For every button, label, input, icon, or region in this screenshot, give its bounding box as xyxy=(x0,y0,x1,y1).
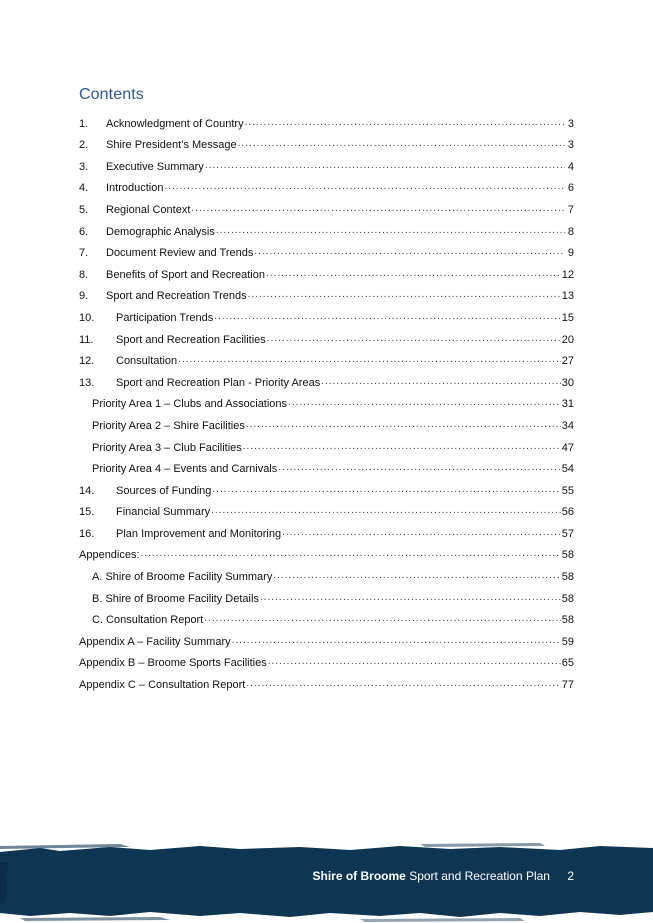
toc-entry-title: Participation Trends xyxy=(116,311,214,324)
toc-dot-leader xyxy=(205,159,565,173)
toc-entry-page-number: 57 xyxy=(561,527,574,540)
toc-entry-number: 10. xyxy=(79,311,95,324)
toc-dot-leader xyxy=(254,245,565,259)
toc-entry-number: 11. xyxy=(79,333,94,346)
toc-entry[interactable] xyxy=(79,670,574,692)
toc-entry[interactable] xyxy=(79,260,574,282)
toc-entry-page-number: 59 xyxy=(561,635,574,648)
toc-dot-leader xyxy=(164,180,565,194)
toc-entry[interactable] xyxy=(79,627,574,649)
toc-entry[interactable] xyxy=(79,368,574,390)
toc-entry-title: Executive Summary xyxy=(106,160,204,173)
toc-entry-page-number: 6 xyxy=(567,182,574,195)
toc-entry-title: Priority Area 2 – Shire Facilities xyxy=(92,419,245,432)
toc-dot-leader xyxy=(216,224,565,238)
toc-dot-leader xyxy=(288,396,561,410)
toc-entry-number: 14. xyxy=(79,484,95,497)
toc-entry-title: Document Review and Trends xyxy=(106,247,254,260)
toc-dot-leader xyxy=(260,591,561,605)
toc-entry[interactable] xyxy=(79,455,574,477)
toc-dot-leader xyxy=(246,677,560,691)
toc-dot-leader xyxy=(212,483,560,497)
toc-dot-leader xyxy=(267,332,561,346)
toc-entry[interactable] xyxy=(79,519,574,541)
toc-entry[interactable] xyxy=(79,282,574,304)
toc-entry-title: Financial Summary xyxy=(116,506,211,519)
toc-entry-page-number: 47 xyxy=(561,441,574,454)
toc-entry-number: 4. xyxy=(79,182,89,195)
toc-entry-page-number: 27 xyxy=(561,355,574,368)
contents-heading: Contents xyxy=(79,86,144,103)
toc-entry-title: Sport and Recreation Plan - Priority Areas xyxy=(116,376,321,389)
toc-entry-page-number: 30 xyxy=(561,376,574,389)
toc-dot-leader xyxy=(246,418,561,432)
toc-dot-leader xyxy=(245,116,565,130)
toc-entry-page-number: 54 xyxy=(561,463,574,476)
toc-entry-number: 16. xyxy=(79,527,95,540)
footer-caption xyxy=(313,869,575,883)
toc-dot-leader xyxy=(214,310,561,324)
toc-entry-page-number: 3 xyxy=(567,139,574,152)
toc-entry[interactable] xyxy=(79,476,574,498)
toc-entry-number: 6. xyxy=(79,225,89,238)
toc-entry-title: Acknowledgment of Country xyxy=(106,117,244,130)
toc-entry[interactable] xyxy=(79,217,574,239)
toc-dot-leader xyxy=(243,440,561,454)
toc-entry[interactable] xyxy=(79,433,574,455)
toc-dot-leader xyxy=(178,353,561,367)
footer-document-title: Sport and Recreation Plan xyxy=(409,869,550,883)
toc-entry[interactable] xyxy=(79,109,574,131)
toc-dot-leader xyxy=(141,547,561,561)
toc-entry-page-number: 20 xyxy=(561,333,574,346)
toc-entry-title: Appendix B – Broome Sports Facilities xyxy=(79,657,267,670)
toc-entry-title: Sport and Recreation Facilities xyxy=(116,333,266,346)
toc-entry-title: Appendix C – Consultation Report xyxy=(79,679,246,692)
toc-entry-number: 3. xyxy=(79,160,89,173)
toc-entry[interactable] xyxy=(79,562,574,584)
toc-entry-page-number: 65 xyxy=(561,657,574,670)
toc-entry-title: A. Shire of Broome Facility Summary xyxy=(92,571,273,584)
toc-dot-leader xyxy=(248,288,561,302)
toc-dot-leader xyxy=(191,202,565,216)
toc-entry[interactable] xyxy=(79,347,574,369)
footer-page-number: 2 xyxy=(567,869,574,883)
toc-entry-number: 15. xyxy=(79,506,95,519)
toc-entry-page-number: 8 xyxy=(567,225,574,238)
toc-entry[interactable] xyxy=(79,174,574,196)
toc-entry-number: 1. xyxy=(79,117,89,130)
toc-entry[interactable] xyxy=(79,239,574,261)
toc-entry[interactable] xyxy=(79,325,574,347)
toc-entry-title: Appendix A – Facility Summary xyxy=(79,635,231,648)
toc-entry[interactable] xyxy=(79,390,574,412)
toc-entry[interactable] xyxy=(79,498,574,520)
footer-brand: Shire of Broome xyxy=(312,869,406,883)
toc-entry-title: Sport and Recreation Trends xyxy=(106,290,247,303)
toc-entry-page-number: 77 xyxy=(561,679,574,692)
toc-entry-page-number: 58 xyxy=(561,571,574,584)
toc-entry-page-number: 12 xyxy=(561,268,574,281)
toc-entry-title: Shire President’s Message xyxy=(106,139,237,152)
toc-entry-number: 13. xyxy=(79,376,95,389)
toc-dot-leader xyxy=(278,461,560,475)
toc-entry-page-number: 7 xyxy=(567,203,574,216)
toc-entry-title: B. Shire of Broome Facility Details xyxy=(92,592,259,605)
toc-entry-title: Priority Area 4 – Events and Carnivals xyxy=(92,463,278,476)
toc-entry-title: Regional Context xyxy=(106,203,191,216)
toc-entry-title: Priority Area 3 – Club Facilities xyxy=(92,441,242,454)
toc-entry-page-number: 56 xyxy=(561,506,574,519)
toc-entry[interactable] xyxy=(79,131,574,153)
toc-entry[interactable] xyxy=(79,303,574,325)
toc-entry-title: Demographic Analysis xyxy=(106,225,215,238)
toc-entry-number: 7. xyxy=(79,247,89,260)
toc-entry[interactable] xyxy=(79,541,574,563)
toc-entry-title: Appendices: xyxy=(79,549,140,562)
toc-entry-page-number: 4 xyxy=(567,160,574,173)
toc-entry-title: Introduction xyxy=(106,182,164,195)
toc-entry[interactable] xyxy=(79,152,574,174)
toc-entry-title: Sources of Funding xyxy=(116,484,212,497)
toc-dot-leader xyxy=(204,612,560,626)
toc-entry-page-number: 58 xyxy=(561,549,574,562)
toc-entry-number: 12. xyxy=(79,355,95,368)
toc-entry-page-number: 34 xyxy=(561,419,574,432)
toc-dot-leader xyxy=(268,655,561,669)
toc-dot-leader xyxy=(211,504,561,518)
toc-entry-number: 9. xyxy=(79,290,89,303)
toc-entry-page-number: 3 xyxy=(567,117,574,130)
toc-entry-title: Consultation xyxy=(116,355,178,368)
toc-entry[interactable] xyxy=(79,411,574,433)
table-of-contents xyxy=(79,109,574,692)
toc-entry[interactable] xyxy=(79,649,574,671)
toc-entry[interactable] xyxy=(79,584,574,606)
toc-entry-page-number: 15 xyxy=(561,311,574,324)
toc-entry-page-number: 55 xyxy=(561,484,574,497)
toc-entry-title: Benefits of Sport and Recreation xyxy=(106,268,265,281)
toc-dot-leader xyxy=(282,526,561,540)
toc-dot-leader xyxy=(321,375,561,389)
toc-entry-page-number: 58 xyxy=(561,592,574,605)
toc-entry-page-number: 9 xyxy=(567,247,574,260)
toc-entry-page-number: 13 xyxy=(561,290,574,303)
toc-entry-page-number: 58 xyxy=(561,614,574,627)
toc-entry-title: Plan Improvement and Monitoring xyxy=(116,527,282,540)
toc-dot-leader xyxy=(266,267,561,281)
toc-entry-title: C. Consultation Report xyxy=(92,614,204,627)
toc-entry-number: 8. xyxy=(79,268,89,281)
toc-entry-number: 2. xyxy=(79,139,89,152)
toc-dot-leader xyxy=(232,634,561,648)
toc-dot-leader xyxy=(238,137,565,151)
toc-entry[interactable] xyxy=(79,606,574,628)
toc-entry-title: Priority Area 1 – Clubs and Associations xyxy=(92,398,288,411)
toc-entry[interactable] xyxy=(79,195,574,217)
toc-entry-number: 5. xyxy=(79,203,89,216)
toc-entry-page-number: 31 xyxy=(561,398,574,411)
toc-dot-leader xyxy=(273,569,560,583)
